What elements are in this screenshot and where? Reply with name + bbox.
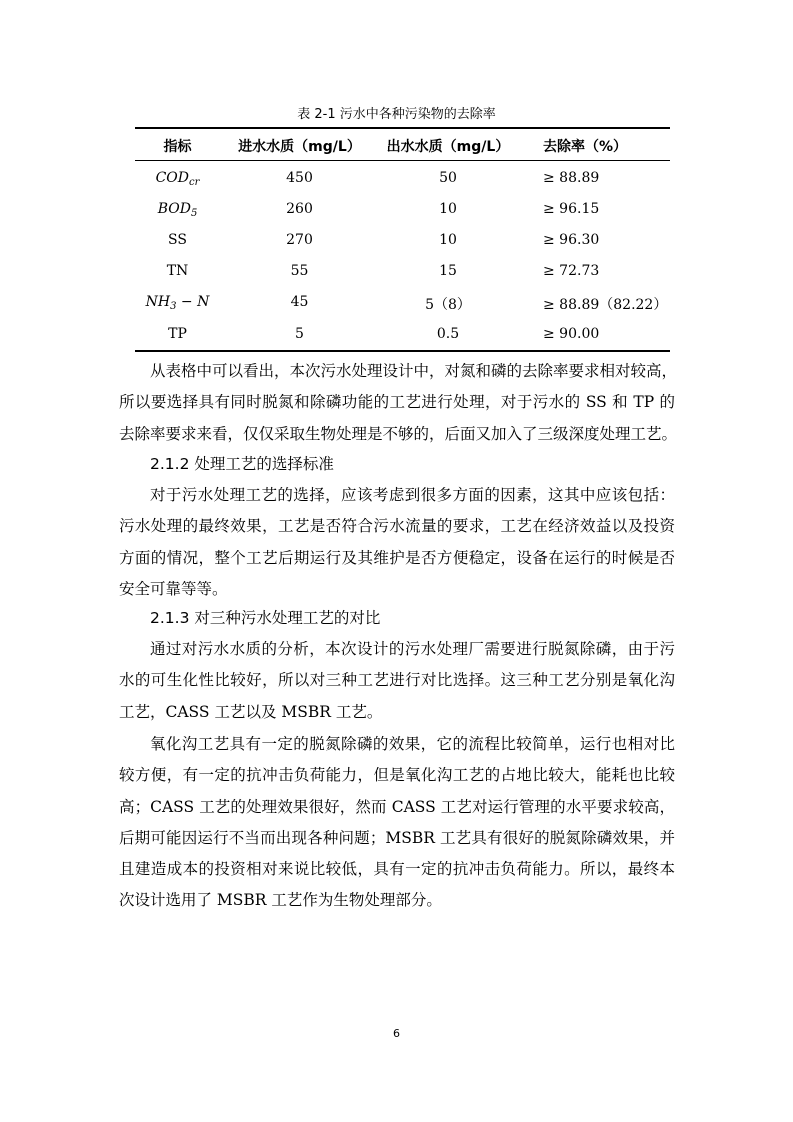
row-indicator [135,263,220,281]
table-row [0,326,793,346]
row-indicator [135,232,220,250]
row-removal: ≥ 88.89 [543,170,600,186]
table-row [0,294,793,314]
table-row [0,170,793,190]
text-line: 去除率要求来看，仅仅采取生物处理是不够的，后面又加入了三级深度处理工艺。 [119,424,678,443]
indicator-name: NH [145,294,171,310]
text-line: 污水处理的最终效果，工艺是否符合污水流量的要求，工艺在经济效益以及投资 [119,517,675,536]
text-line: 所以要选择具有同时脱氮和除磷功能的工艺进行处理，对于污水的 SS 和 TP 的 [119,393,675,412]
row-indicator [135,326,220,344]
row-effluent: 50 [439,170,457,186]
text-line: 方面的情况，整个工艺后期运行及其维护是否方便稳定，设备在运行的时候是否 [119,548,675,567]
header-indicator: 指标 [163,139,192,155]
table-header-rule [135,160,670,161]
row-indicator [135,201,220,219]
row-influent: 55 [290,263,309,279]
header-removal: 去除率（%） [543,139,628,155]
text-line: 次设计选用了 MSBR 工艺作为生物处理部分。 [119,891,442,910]
paragraph-table-summary [119,356,678,450]
row-removal: ≥ 72.73 [543,263,600,279]
text-line: 氧化沟工艺具有一定的脱氮除磷的效果，它的流程比较简单，运行也相对比 [150,735,675,753]
table-top-rule [135,127,670,129]
row-indicator [135,170,220,188]
text-line: 后期可能因运行不当而出现各种问题；MSBR 工艺具有很好的脱氮除磷效果，并 [119,828,675,847]
header-influent: 进水水质（mg/L） [238,139,361,155]
row-influent: 270 [286,232,313,248]
indicator-subscript: 5 [190,208,198,219]
text-line: 较方便，有一定的抗冲击负荷能力，但是氧化沟工艺的占地比较大，能耗也比较 [119,766,675,785]
paragraph-process-comparison [119,729,675,917]
table-header-row [0,136,793,154]
indicator-name: TP [168,326,187,342]
text-line: 且建造成本的投资相对来说比较低，具有一定的抗冲击负荷能力。所以，最终本 [119,860,675,879]
row-effluent: 15 [439,263,457,279]
row-effluent: 10 [439,232,457,248]
table-row [0,263,793,283]
row-removal: ≥ 90.00 [543,326,600,342]
indicator-name: COD [155,170,190,186]
row-influent: 450 [286,170,313,186]
text-line: 水的可生化性比较好，所以对三种工艺进行对比选择。这三种工艺分别是氧化沟 [119,671,675,690]
row-effluent: 0.5 [436,326,460,342]
text-line: 从表格中可以看出，本次污水处理设计中，对氮和磷的去除率要求相对较高， [150,362,678,380]
indicator-name: SS [168,232,187,248]
text-line: 通过对污水水质的分析，本次设计的污水处理厂需要进行脱氮除磷，由于污 [150,640,675,658]
table-row [0,232,793,252]
table-bottom-rule [135,350,670,352]
paragraph-comparison-intro [119,634,675,728]
table-row [0,201,793,221]
row-influent: 5 [295,326,304,342]
row-indicator [135,294,220,312]
row-removal: ≥ 96.15 [543,201,600,217]
indicator-subscript: cr [189,177,200,188]
table-caption: 表 2-1 污水中各种污染物的去除率 [297,107,496,122]
row-influent: 260 [286,201,313,217]
indicator-suffix: − N [176,294,210,310]
indicator-name: TN [166,263,189,279]
row-influent: 45 [290,294,309,310]
section-heading-2-1-3: 2.1.3 对三种污水处理工艺的对比 [150,609,381,627]
row-removal: ≥ 88.89（82.22） [543,297,668,313]
text-line: 高；CASS 工艺的处理效果很好，然而 CASS 工艺对运行管理的水平要求较高， [119,797,675,816]
indicator-name: BOD [157,201,191,217]
row-effluent: 5（8） [425,297,471,313]
section-heading-2-1-2: 2.1.2 处理工艺的选择标准 [150,455,334,473]
page-number: 6 [393,1027,400,1040]
text-line: 工艺，CASS 工艺以及 MSBR 工艺。 [119,702,383,721]
indicator-subscript: 3 [170,301,177,312]
paragraph-selection-criteria [119,480,675,605]
text-line: 对于污水处理工艺的选择，应该考虑到很多方面的因素，这其中应该包括： [150,486,675,504]
row-effluent: 10 [439,201,457,217]
row-removal: ≥ 96.30 [543,232,600,248]
header-effluent: 出水水质（mg/L） [386,139,510,155]
text-line: 安全可靠等等。 [119,579,228,598]
